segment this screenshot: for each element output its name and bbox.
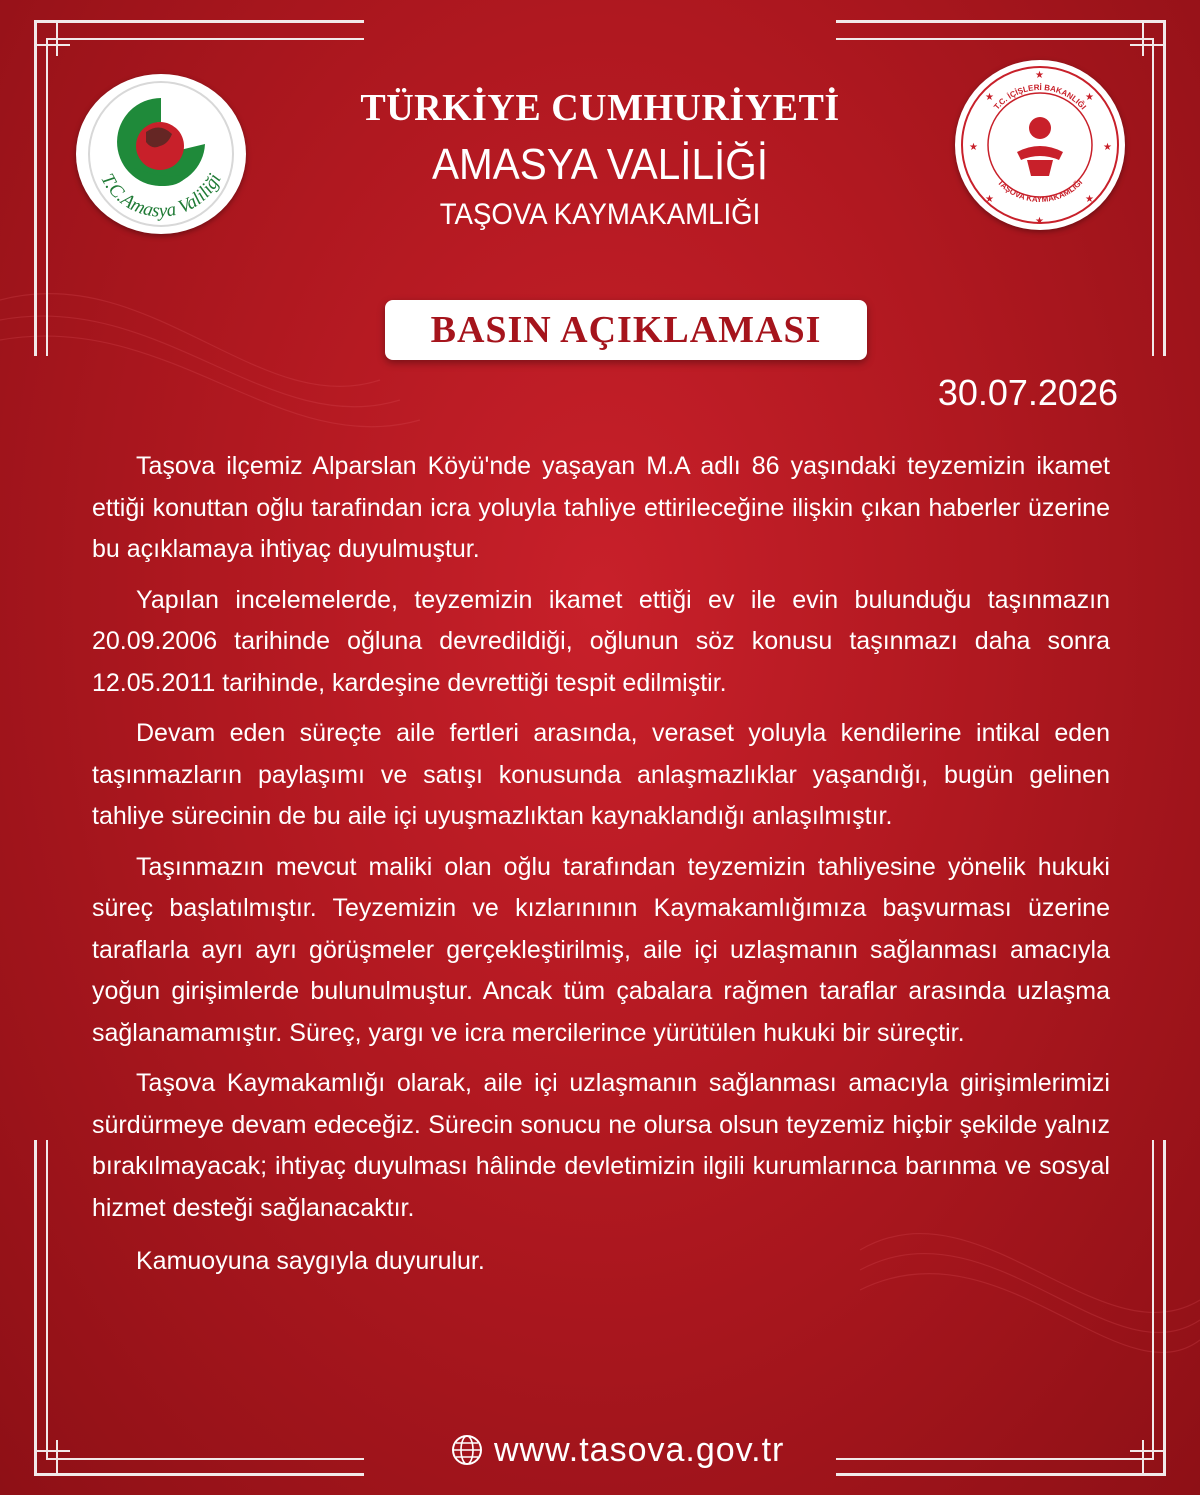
svg-text:T.C. İÇİŞLERİ BAKANLIĞI: T.C. İÇİŞLERİ BAKANLIĞI (992, 82, 1088, 112)
press-release-title-box (385, 300, 867, 360)
svg-text:TAŞOVA KAYMAKAMLIĞI: TAŞOVA KAYMAKAMLIĞI (995, 177, 1085, 205)
paragraph-5: Taşova Kaymakamlığı olarak, aile içi uzlaşmanın sağlanması amacıyla girişimlerimizi sürdürmeye devam edeceğiz. Sürecin sonucu ne olursa olsun teyzemiz hiçbir şekilde yalnız bırakılmayacak; ihtiyaç duyulması hâlinde devletimizin ilgili kurumlarınca barınma ve sosyal hizmet desteği sağlanacaktır. (92, 1069, 1110, 1222)
header-district: TAŞOVA KAYMAKAMLIĞI (439, 198, 761, 231)
svg-text:★: ★ (985, 194, 994, 205)
paragraph-2: Yapılan incelemelerde, teyzemizin ikamet ettiği ev ile evin bulunduğu taşınmazın 20.09.2006 tarihinde oğluna devredildiği, oğlunun söz konusu taşınmazı daha sonra 12.05.2011 tarihinde, kardeşine devrettiği tespit edilmiştir. (92, 585, 1110, 697)
paragraph-4: Taşınmazın mevcut maliki olan oğlu tarafından teyzemizin tahliyesine yönelik hukuki süreç başlatılmıştır. Teyzemizin ve kızlarınının Kaymakamlığımıza başvurması üzerine taraflarla ayrı ayrı görüşmeler gerçekleştirilmiş, aile içi uzlaşmanın sağlanması amacıyla yoğun girişimlerde bulunulmuştur. Ancak tüm çabalara rağmen taraflar arasında uzlaşma sağlanamamıştır. Süreç, yargı ve icra mercilerince yürütülen hukuki bir süreçtir. (92, 852, 1110, 1047)
svg-text:★: ★ (1035, 70, 1044, 81)
svg-text:★: ★ (1035, 216, 1044, 227)
svg-text:★: ★ (1103, 142, 1112, 153)
paragraph-3: Devam eden süreçte aile fertleri arasında, veraset yoluyla kendilerine intikal eden taşınmazların paylaşımı ve satışı konusunda anlaşmazlıklar yaşandığı, bugün gelinen tahliye sürecinin de bu aile içi uyuşmazlıktan kaynaklandığı anlaşılmıştır. (92, 719, 1110, 830)
press-release-title: BASIN AÇIKLAMASI (430, 309, 822, 351)
svg-text:★: ★ (1085, 92, 1094, 103)
closing-line: Kamuoyuna saygıyla duyurulur. (136, 1247, 485, 1275)
website-url[interactable]: www.tasova.gov.tr (494, 1430, 785, 1469)
svg-text:★: ★ (1085, 194, 1094, 205)
svg-text:★: ★ (969, 142, 978, 153)
icisleri-bakanligi-seal-icon (955, 60, 1125, 230)
press-release-body (92, 446, 1110, 1292)
globe-icon (450, 1433, 484, 1467)
footer-website[interactable] (450, 1428, 784, 1472)
header-country: TÜRKİYE CUMHURİYETİ (360, 87, 840, 129)
release-date: 30.07.2026 (937, 372, 1118, 413)
svg-text:★: ★ (985, 92, 994, 103)
logo-left-ring-text (76, 74, 246, 234)
header-governorship: AMASYA VALİLİĞİ (431, 140, 768, 189)
paragraph-1: Taşova ilçemiz Alparslan Köyü'nde yaşayan M.A adlı 86 yaşındaki teyzemizin ikamet ettiği konuttan oğlu tarafindan icra yoluyla tahliye ettirileceğine ilişkin çıkan haberler üzerine bu açıklamaya ihtiyaç duyulmuştur. (92, 452, 1110, 563)
svg-text:T.C.Amasya Valiliği: T.C.Amasya Valiliği (96, 170, 226, 222)
